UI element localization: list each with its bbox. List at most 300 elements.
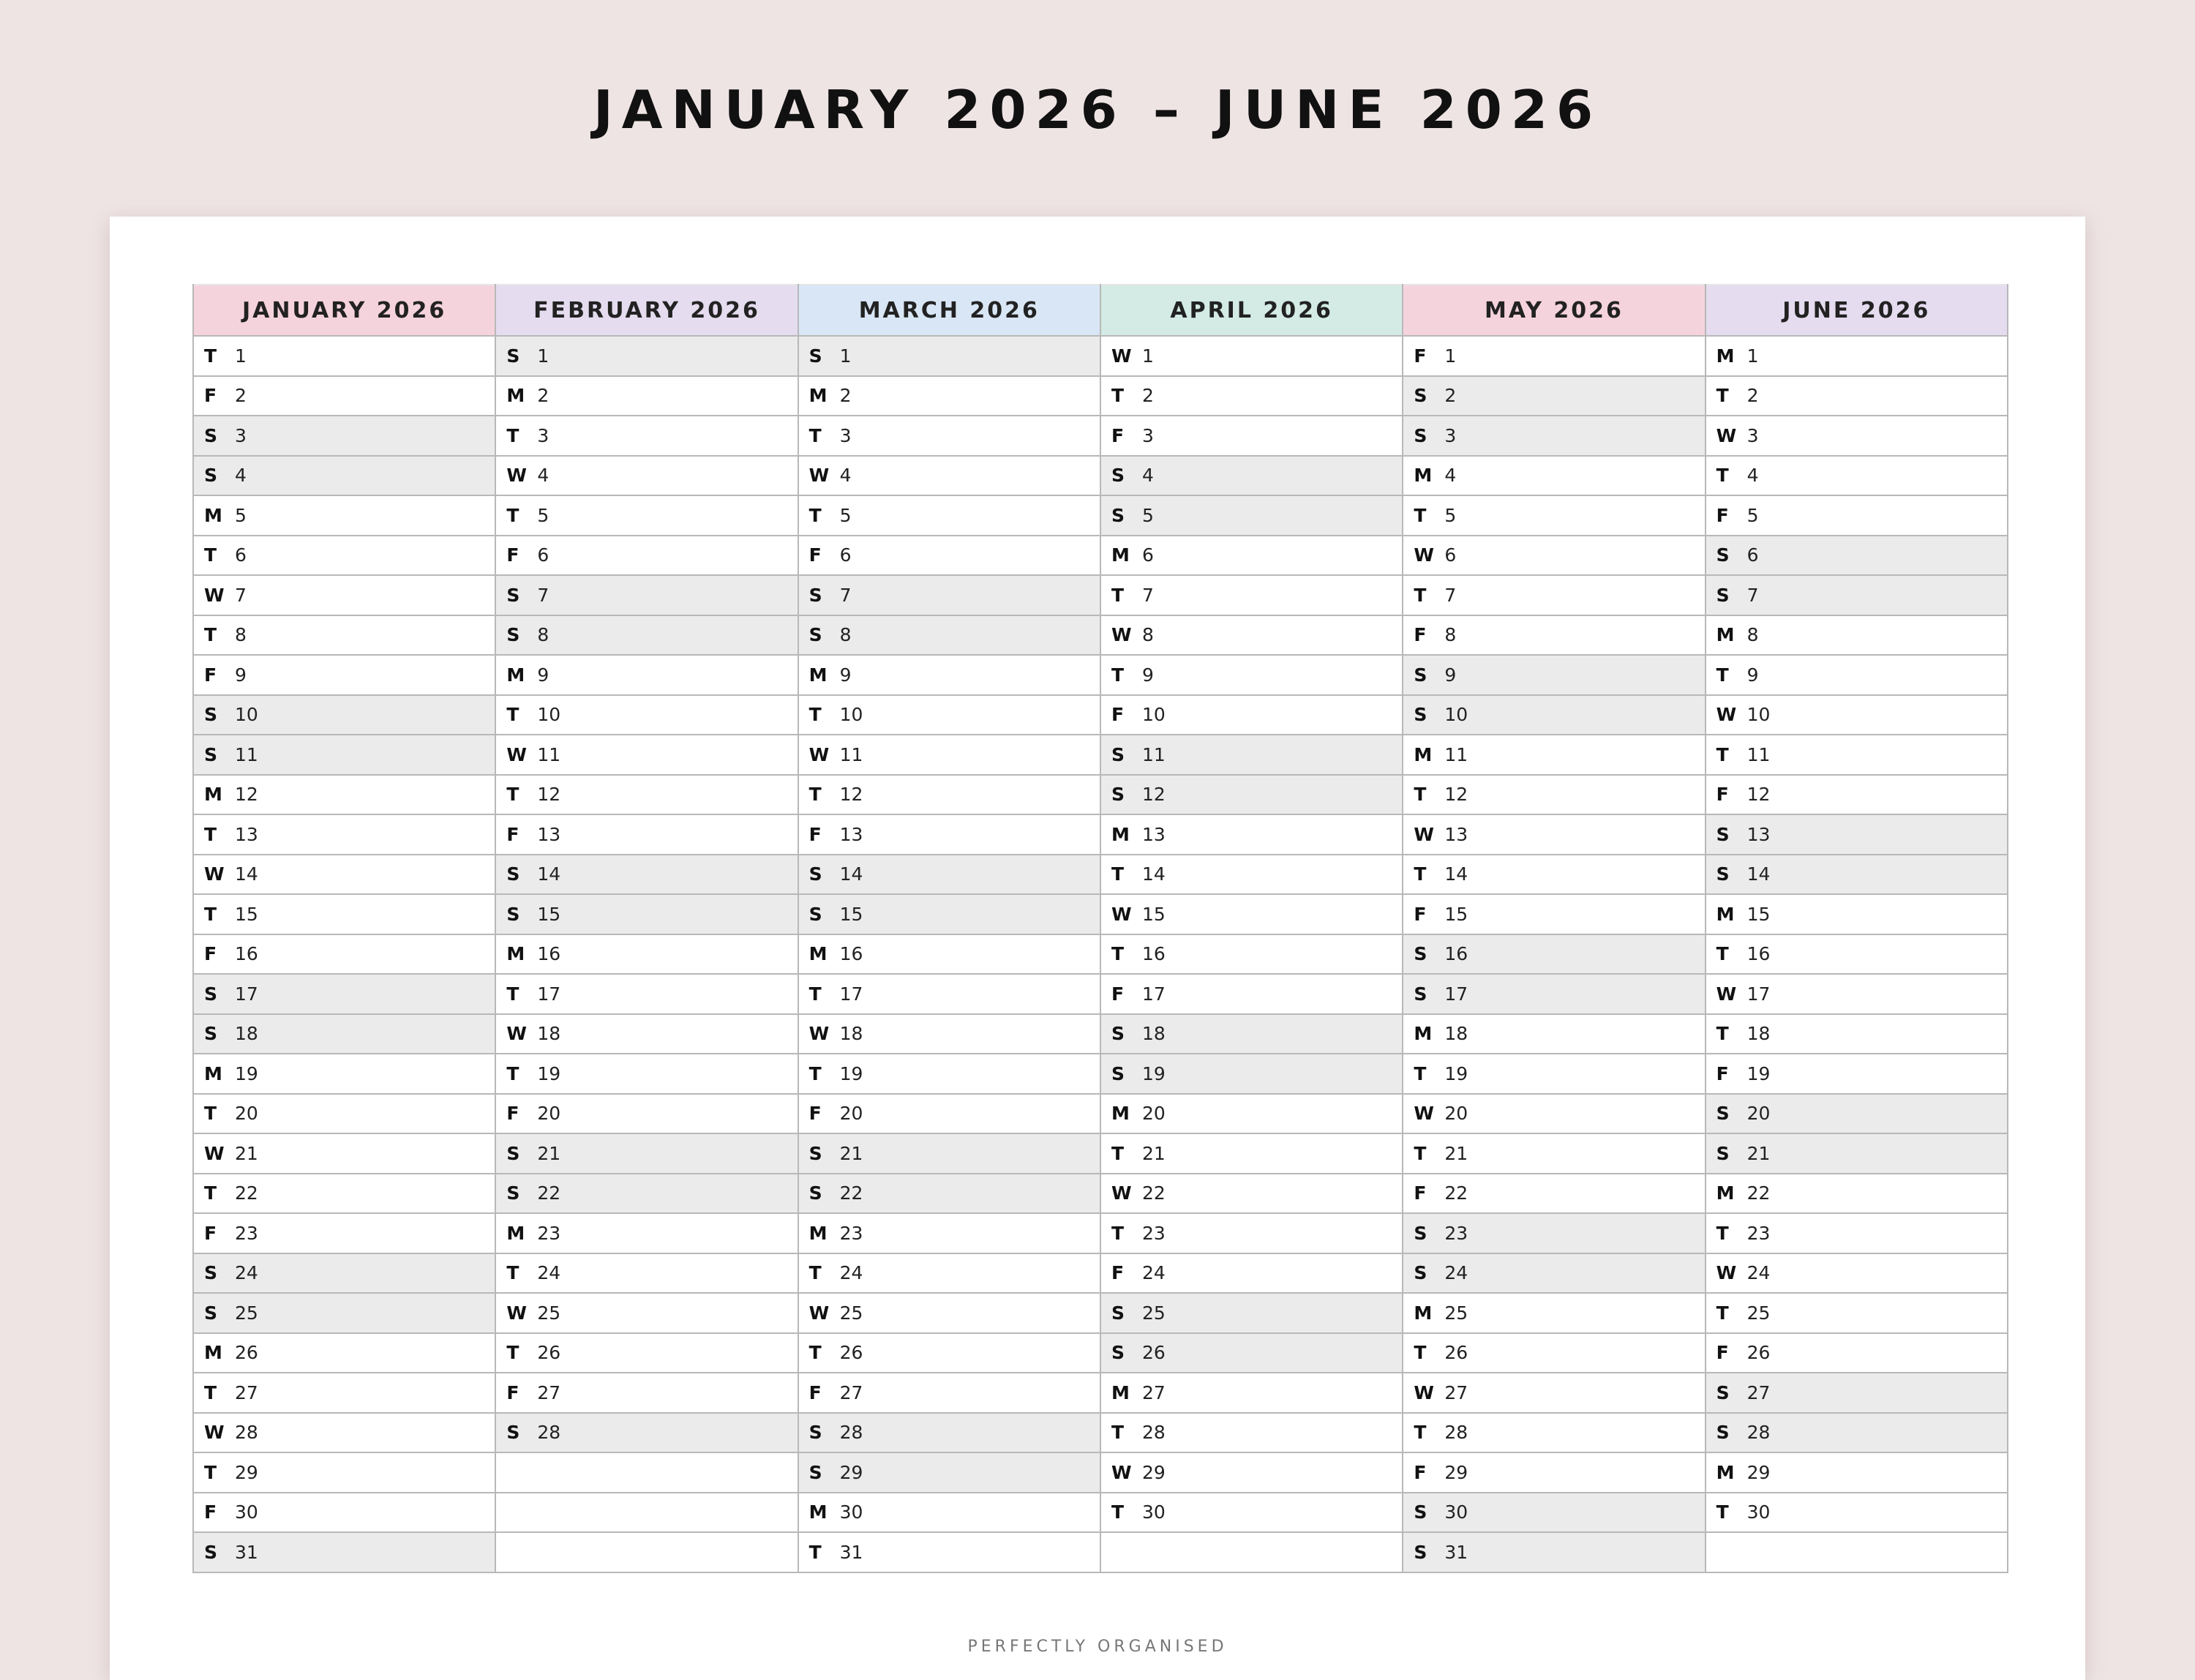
day-row[interactable] xyxy=(1403,1294,1704,1334)
day-row[interactable] xyxy=(1101,1174,1402,1215)
day-row[interactable] xyxy=(1706,616,2007,656)
day-number: 26 xyxy=(1141,1342,1166,1364)
day-row[interactable] xyxy=(1101,1214,1402,1254)
day-row[interactable] xyxy=(799,377,1100,417)
day-row[interactable] xyxy=(194,815,495,855)
weekday-letter: W xyxy=(506,743,527,765)
weekday-letter: W xyxy=(506,1302,527,1324)
day-number: 16 xyxy=(235,943,258,965)
day-number: 27 xyxy=(839,1381,863,1403)
weekday-letter: F xyxy=(1414,903,1427,925)
weekday-letter: F xyxy=(506,544,519,566)
day-row[interactable] xyxy=(496,855,797,896)
day-row[interactable] xyxy=(1706,377,2007,417)
day-row[interactable] xyxy=(496,377,797,417)
weekday-letter: M xyxy=(506,943,525,965)
day-row[interactable] xyxy=(1101,416,1402,457)
day-row[interactable] xyxy=(496,1254,797,1294)
day-row[interactable] xyxy=(799,416,1100,457)
empty-day-row xyxy=(496,1453,797,1493)
day-number: 26 xyxy=(537,1342,561,1364)
day-row[interactable] xyxy=(1101,1493,1402,1534)
month-header: APRIL 2026 xyxy=(1101,284,1402,337)
day-number: 6 xyxy=(235,544,247,566)
day-number: 20 xyxy=(537,1103,561,1125)
day-row[interactable] xyxy=(496,1214,797,1254)
day-row[interactable] xyxy=(1403,1254,1704,1294)
weekday-letter: S xyxy=(808,345,822,367)
day-row[interactable] xyxy=(1101,1414,1402,1454)
weekday-letter: T xyxy=(1111,1142,1125,1164)
weekday-letter: S xyxy=(1111,1062,1125,1084)
day-number: 1 xyxy=(1141,345,1154,367)
day-row[interactable] xyxy=(1101,696,1402,736)
day-row[interactable] xyxy=(1101,576,1402,616)
day-number: 4 xyxy=(1444,465,1457,487)
day-number: 17 xyxy=(1141,983,1166,1005)
day-number: 18 xyxy=(1141,1023,1166,1045)
day-number: 6 xyxy=(537,544,549,566)
day-number: 30 xyxy=(839,1501,863,1523)
day-row[interactable] xyxy=(1101,656,1402,696)
weekday-letter: T xyxy=(204,624,217,646)
day-row[interactable] xyxy=(1403,1134,1704,1174)
day-number: 2 xyxy=(1444,385,1457,407)
weekday-letter: T xyxy=(1111,1501,1125,1523)
weekday-letter: M xyxy=(1414,465,1433,487)
day-row[interactable] xyxy=(799,616,1100,656)
weekday-letter: F xyxy=(1716,1062,1729,1084)
day-row[interactable] xyxy=(1706,1174,2007,1215)
day-row[interactable] xyxy=(1403,735,1704,776)
weekday-letter: S xyxy=(1716,1422,1730,1444)
day-row[interactable] xyxy=(496,1174,797,1215)
day-row[interactable] xyxy=(194,377,495,417)
day-number: 4 xyxy=(235,465,247,487)
day-row[interactable] xyxy=(799,1453,1100,1493)
day-row[interactable] xyxy=(1101,377,1402,417)
day-number: 20 xyxy=(1746,1103,1771,1125)
day-row[interactable] xyxy=(1706,496,2007,536)
day-row[interactable] xyxy=(194,776,495,816)
day-row[interactable] xyxy=(1101,1373,1402,1414)
day-row[interactable] xyxy=(1706,975,2007,1015)
day-row[interactable] xyxy=(194,1054,495,1095)
day-row[interactable] xyxy=(1101,1254,1402,1294)
day-row[interactable] xyxy=(194,735,495,776)
day-row[interactable] xyxy=(1706,776,2007,816)
day-number: 24 xyxy=(1444,1262,1468,1284)
day-number: 23 xyxy=(235,1222,258,1244)
day-number: 3 xyxy=(1444,424,1457,446)
day-row[interactable] xyxy=(194,457,495,497)
day-row[interactable] xyxy=(799,576,1100,616)
day-number: 15 xyxy=(1444,903,1468,925)
day-row[interactable] xyxy=(194,1533,495,1573)
day-row[interactable] xyxy=(1403,895,1704,935)
day-row[interactable] xyxy=(496,337,797,377)
day-row[interactable] xyxy=(1706,416,2007,457)
day-row[interactable] xyxy=(799,1533,1100,1573)
day-row[interactable] xyxy=(496,1414,797,1454)
day-row[interactable] xyxy=(496,576,797,616)
day-row[interactable] xyxy=(799,496,1100,536)
day-row[interactable] xyxy=(194,1453,495,1493)
day-row[interactable] xyxy=(194,1414,495,1454)
day-row[interactable] xyxy=(1101,1334,1402,1374)
day-row[interactable] xyxy=(1403,1214,1704,1254)
empty-day-row xyxy=(496,1493,797,1534)
day-row[interactable] xyxy=(194,1214,495,1254)
day-row[interactable] xyxy=(496,1334,797,1374)
day-number: 12 xyxy=(1746,784,1771,806)
day-row[interactable] xyxy=(799,776,1100,816)
day-row[interactable] xyxy=(194,656,495,696)
day-row[interactable] xyxy=(1706,1414,2007,1454)
day-row[interactable] xyxy=(1706,696,2007,736)
day-row[interactable] xyxy=(496,416,797,457)
day-row[interactable] xyxy=(1101,616,1402,656)
day-number: 7 xyxy=(839,584,852,606)
day-row[interactable] xyxy=(799,1493,1100,1534)
day-row[interactable] xyxy=(1403,1054,1704,1095)
day-row[interactable] xyxy=(799,1294,1100,1334)
day-row[interactable] xyxy=(194,1174,495,1215)
day-number: 22 xyxy=(235,1182,258,1204)
day-row[interactable] xyxy=(1706,656,2007,696)
weekday-letter: W xyxy=(1414,544,1434,566)
day-number: 10 xyxy=(1746,704,1771,726)
day-row[interactable] xyxy=(1101,935,1402,975)
day-number: 21 xyxy=(1746,1142,1771,1164)
day-row[interactable] xyxy=(1101,536,1402,577)
day-row[interactable] xyxy=(1403,1533,1704,1573)
day-row[interactable] xyxy=(496,1095,797,1135)
day-row[interactable] xyxy=(496,895,797,935)
day-row[interactable] xyxy=(194,576,495,616)
weekday-letter: S xyxy=(1716,1381,1730,1403)
day-row[interactable] xyxy=(194,337,495,377)
day-row[interactable] xyxy=(1101,1134,1402,1174)
weekday-letter: W xyxy=(204,1422,225,1444)
day-row[interactable] xyxy=(496,656,797,696)
day-row[interactable] xyxy=(1706,1373,2007,1414)
day-row[interactable] xyxy=(799,1214,1100,1254)
weekday-letter: T xyxy=(506,1342,519,1364)
day-row[interactable] xyxy=(1101,815,1402,855)
day-number: 29 xyxy=(1746,1461,1771,1483)
day-row[interactable] xyxy=(1101,1054,1402,1095)
day-row[interactable] xyxy=(194,1095,495,1135)
day-row[interactable] xyxy=(799,1054,1100,1095)
day-row[interactable] xyxy=(1403,1453,1704,1493)
day-row[interactable] xyxy=(1403,656,1704,696)
day-row[interactable] xyxy=(194,975,495,1015)
day-row[interactable] xyxy=(1403,1493,1704,1534)
weekday-letter: M xyxy=(808,943,828,965)
day-number: 30 xyxy=(1746,1501,1771,1523)
day-number: 15 xyxy=(1141,903,1166,925)
day-row[interactable] xyxy=(1403,1015,1704,1055)
weekday-letter: T xyxy=(204,823,217,845)
day-row[interactable] xyxy=(1101,895,1402,935)
day-row[interactable] xyxy=(1101,975,1402,1015)
day-number: 7 xyxy=(1141,584,1154,606)
day-number: 4 xyxy=(1746,465,1759,487)
day-row[interactable] xyxy=(1403,1334,1704,1374)
weekday-letter: M xyxy=(1716,903,1735,925)
day-row[interactable] xyxy=(1403,377,1704,417)
day-row[interactable] xyxy=(1403,935,1704,975)
day-row[interactable] xyxy=(799,895,1100,935)
day-row[interactable] xyxy=(194,1373,495,1414)
day-row[interactable] xyxy=(1403,1095,1704,1135)
weekday-letter: M xyxy=(204,1342,222,1364)
month-header: FEBRUARY 2026 xyxy=(496,284,797,337)
day-number: 25 xyxy=(839,1302,863,1324)
day-number: 11 xyxy=(537,743,561,765)
day-row[interactable] xyxy=(1403,855,1704,896)
day-row[interactable] xyxy=(1706,935,2007,975)
day-number: 28 xyxy=(839,1422,863,1444)
day-row[interactable] xyxy=(799,975,1100,1015)
day-row[interactable] xyxy=(1403,337,1704,377)
day-row[interactable] xyxy=(1706,1453,2007,1493)
day-row[interactable] xyxy=(799,696,1100,736)
weekday-letter: S xyxy=(1414,983,1427,1005)
day-row[interactable] xyxy=(1101,1453,1402,1493)
day-row[interactable] xyxy=(1706,1294,2007,1334)
day-row[interactable] xyxy=(496,935,797,975)
day-row[interactable] xyxy=(799,735,1100,776)
day-row[interactable] xyxy=(496,815,797,855)
day-row[interactable] xyxy=(496,1054,797,1095)
day-row[interactable] xyxy=(496,1294,797,1334)
day-row[interactable] xyxy=(1101,1294,1402,1334)
day-row[interactable] xyxy=(799,1254,1100,1294)
weekday-letter: F xyxy=(1111,424,1125,446)
day-number: 13 xyxy=(537,823,561,845)
day-row[interactable] xyxy=(1706,735,2007,776)
day-number: 22 xyxy=(537,1182,561,1204)
weekday-letter: S xyxy=(1111,784,1125,806)
day-number: 4 xyxy=(1141,465,1154,487)
day-row[interactable] xyxy=(1706,1334,2007,1374)
day-row[interactable] xyxy=(496,1373,797,1414)
day-row[interactable] xyxy=(194,1334,495,1374)
weekday-letter: T xyxy=(506,504,519,526)
day-number: 22 xyxy=(1746,1182,1771,1204)
empty-day-row xyxy=(1706,1533,2007,1573)
weekday-letter: W xyxy=(808,1023,830,1045)
day-number: 18 xyxy=(1444,1023,1468,1045)
day-row[interactable] xyxy=(799,536,1100,577)
day-row[interactable] xyxy=(496,735,797,776)
day-number: 9 xyxy=(235,664,247,686)
day-number: 13 xyxy=(1141,823,1166,845)
day-row[interactable] xyxy=(1706,1015,2007,1055)
day-row[interactable] xyxy=(799,337,1100,377)
weekday-letter: W xyxy=(1111,345,1132,367)
day-number: 25 xyxy=(1444,1302,1468,1324)
weekday-letter: S xyxy=(1414,704,1427,726)
day-row[interactable] xyxy=(1101,855,1402,896)
day-row[interactable] xyxy=(496,1134,797,1174)
day-row[interactable] xyxy=(1101,1095,1402,1135)
day-row[interactable] xyxy=(1706,1134,2007,1174)
weekday-letter: F xyxy=(808,1103,822,1125)
day-row[interactable] xyxy=(194,1294,495,1334)
day-row[interactable] xyxy=(799,1015,1100,1055)
day-row[interactable] xyxy=(1403,815,1704,855)
day-row[interactable] xyxy=(496,496,797,536)
day-row[interactable] xyxy=(194,1015,495,1055)
day-row[interactable] xyxy=(1706,576,2007,616)
day-row[interactable] xyxy=(194,855,495,896)
day-row[interactable] xyxy=(194,416,495,457)
day-number: 27 xyxy=(1746,1381,1771,1403)
day-row[interactable] xyxy=(799,1095,1100,1135)
day-number: 5 xyxy=(537,504,549,526)
day-row[interactable] xyxy=(1706,536,2007,577)
day-row[interactable] xyxy=(1706,1054,2007,1095)
day-number: 22 xyxy=(1141,1182,1166,1204)
day-row[interactable] xyxy=(799,1334,1100,1374)
weekday-letter: S xyxy=(506,863,520,885)
day-row[interactable] xyxy=(1403,536,1704,577)
day-row[interactable] xyxy=(1403,457,1704,497)
day-row[interactable] xyxy=(799,1174,1100,1215)
day-number: 30 xyxy=(1444,1501,1468,1523)
month-column xyxy=(1101,284,1403,1573)
weekday-letter: T xyxy=(204,903,217,925)
day-row[interactable] xyxy=(1101,1015,1402,1055)
weekday-letter: W xyxy=(808,1302,830,1324)
day-row[interactable] xyxy=(1403,496,1704,536)
day-row[interactable] xyxy=(194,496,495,536)
day-row[interactable] xyxy=(1403,1414,1704,1454)
day-row[interactable] xyxy=(1706,1254,2007,1294)
weekday-letter: S xyxy=(1414,1262,1427,1284)
weekday-letter: S xyxy=(1111,465,1125,487)
day-row[interactable] xyxy=(799,1134,1100,1174)
weekday-letter: M xyxy=(1716,345,1735,367)
weekday-letter: F xyxy=(204,1222,217,1244)
day-row[interactable] xyxy=(799,1414,1100,1454)
day-row[interactable] xyxy=(194,616,495,656)
day-row[interactable] xyxy=(1706,815,2007,855)
weekday-letter: T xyxy=(1716,1302,1729,1324)
day-number: 5 xyxy=(1444,504,1457,526)
day-row[interactable] xyxy=(1403,616,1704,656)
day-row[interactable] xyxy=(799,1373,1100,1414)
day-row[interactable] xyxy=(496,536,797,577)
day-row[interactable] xyxy=(1403,576,1704,616)
weekday-letter: T xyxy=(808,1262,822,1284)
day-row[interactable] xyxy=(1706,1095,2007,1135)
day-row[interactable] xyxy=(194,1493,495,1534)
day-row[interactable] xyxy=(194,1254,495,1294)
month-header: MAY 2026 xyxy=(1403,284,1704,337)
day-row[interactable] xyxy=(799,457,1100,497)
day-row[interactable] xyxy=(1403,975,1704,1015)
weekday-letter: F xyxy=(1111,983,1125,1005)
day-row[interactable] xyxy=(496,616,797,656)
day-number: 17 xyxy=(537,983,561,1005)
day-row[interactable] xyxy=(194,696,495,736)
day-row[interactable] xyxy=(799,656,1100,696)
weekday-letter: M xyxy=(808,1222,828,1244)
day-row[interactable] xyxy=(194,935,495,975)
day-row[interactable] xyxy=(194,1134,495,1174)
weekday-letter: M xyxy=(1716,1182,1735,1204)
day-row[interactable] xyxy=(1101,496,1402,536)
weekday-letter: S xyxy=(1414,424,1427,446)
weekday-letter: T xyxy=(1716,385,1729,407)
day-row[interactable] xyxy=(194,536,495,577)
day-number: 16 xyxy=(1444,943,1468,965)
day-row[interactable] xyxy=(1706,855,2007,896)
day-number: 8 xyxy=(1444,624,1457,646)
day-row[interactable] xyxy=(1101,337,1402,377)
day-row[interactable] xyxy=(1706,1493,2007,1534)
weekday-letter: T xyxy=(808,424,822,446)
day-row[interactable] xyxy=(1403,1174,1704,1215)
day-number: 11 xyxy=(235,743,258,765)
day-row[interactable] xyxy=(1101,457,1402,497)
day-row[interactable] xyxy=(1706,895,2007,935)
day-number: 2 xyxy=(1141,385,1154,407)
weekday-letter: T xyxy=(204,345,217,367)
weekday-letter: S xyxy=(1111,743,1125,765)
day-number: 28 xyxy=(1746,1422,1771,1444)
day-number: 23 xyxy=(537,1222,561,1244)
day-row[interactable] xyxy=(496,696,797,736)
weekday-letter: T xyxy=(808,504,822,526)
day-number: 10 xyxy=(537,704,561,726)
day-row[interactable] xyxy=(1101,735,1402,776)
weekday-letter: T xyxy=(808,704,822,726)
day-row[interactable] xyxy=(799,815,1100,855)
weekday-letter: S xyxy=(506,345,520,367)
day-row[interactable] xyxy=(1706,1214,2007,1254)
day-row[interactable] xyxy=(496,975,797,1015)
day-row[interactable] xyxy=(1101,776,1402,816)
day-number: 28 xyxy=(1141,1422,1166,1444)
day-row[interactable] xyxy=(1403,1373,1704,1414)
day-row[interactable] xyxy=(1403,776,1704,816)
day-row[interactable] xyxy=(799,855,1100,896)
day-row[interactable] xyxy=(496,457,797,497)
day-row[interactable] xyxy=(1403,416,1704,457)
weekday-letter: T xyxy=(808,1062,822,1084)
weekday-letter: S xyxy=(204,1023,218,1045)
day-number: 8 xyxy=(537,624,549,646)
day-row[interactable] xyxy=(496,1015,797,1055)
weekday-letter: W xyxy=(1111,1182,1132,1204)
day-row[interactable] xyxy=(1706,457,2007,497)
day-number: 17 xyxy=(1746,983,1771,1005)
weekday-letter: S xyxy=(1716,823,1730,845)
day-row[interactable] xyxy=(1403,696,1704,736)
day-row[interactable] xyxy=(194,895,495,935)
weekday-letter: T xyxy=(1414,863,1427,885)
weekday-letter: F xyxy=(204,385,217,407)
day-row[interactable] xyxy=(1706,337,2007,377)
day-row[interactable] xyxy=(496,776,797,816)
weekday-letter: M xyxy=(506,664,525,686)
day-row[interactable] xyxy=(799,935,1100,975)
